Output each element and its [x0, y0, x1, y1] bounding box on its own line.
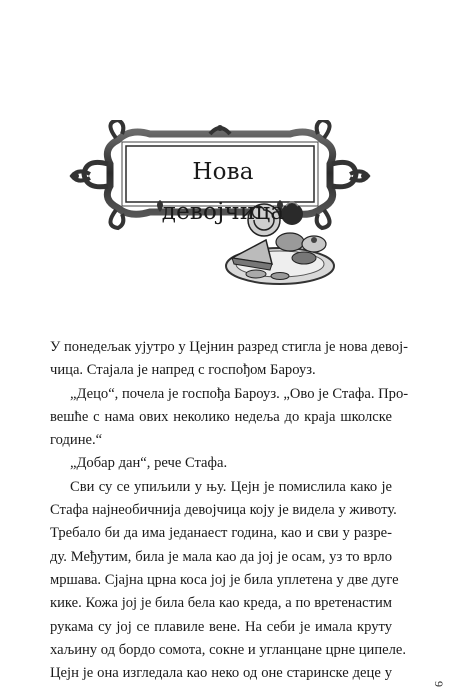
text-line: Стафа најнеобичнија девојчица коју је видела у животу.	[50, 502, 397, 519]
text-line: рукама су јој се плавиле вене. На себи је имала круту	[50, 618, 392, 635]
text-line: Сви су се упиљили у њу. Цејн је помислила како је	[70, 478, 392, 495]
text-line: Требало би да има једанаест година, као и сви у разре-	[50, 525, 392, 542]
page-number: 9	[432, 681, 446, 687]
text-line: мршава. Сјајна црна коса јој је била уплетена у две дуге	[50, 571, 399, 588]
text-line: године.“	[50, 432, 103, 449]
text-line: хаљину од бордо сомота, сокне и угланцане црне ципеле.	[50, 641, 407, 658]
text-line: кике. Кожа јој је била бела као креда, а по вретенастим	[50, 595, 392, 612]
text-line: чица. Стајала је напред с госпођом Бароуз.	[50, 362, 316, 379]
text-line: вешће с нама ових неколико недеља до краја школске	[50, 408, 392, 425]
chapter-title: Нова девојчица	[161, 159, 285, 225]
text-line: Цејн је она изгледала као неко од оне старинске деце у	[50, 665, 392, 682]
text-line: У понедељак ујутро у Цејнин разред стигла је нова девој-	[50, 339, 408, 355]
body-text	[50, 336, 409, 685]
text-line: „Добар дан“, рече Стафа.	[70, 455, 228, 472]
text-line: „Децо“, почела је госпођа Бароуз. „Ово је Стафа. Про-	[70, 385, 409, 402]
text-line: ду. Међутим, била је мала као да јој је осам, уз то врло	[50, 548, 392, 565]
